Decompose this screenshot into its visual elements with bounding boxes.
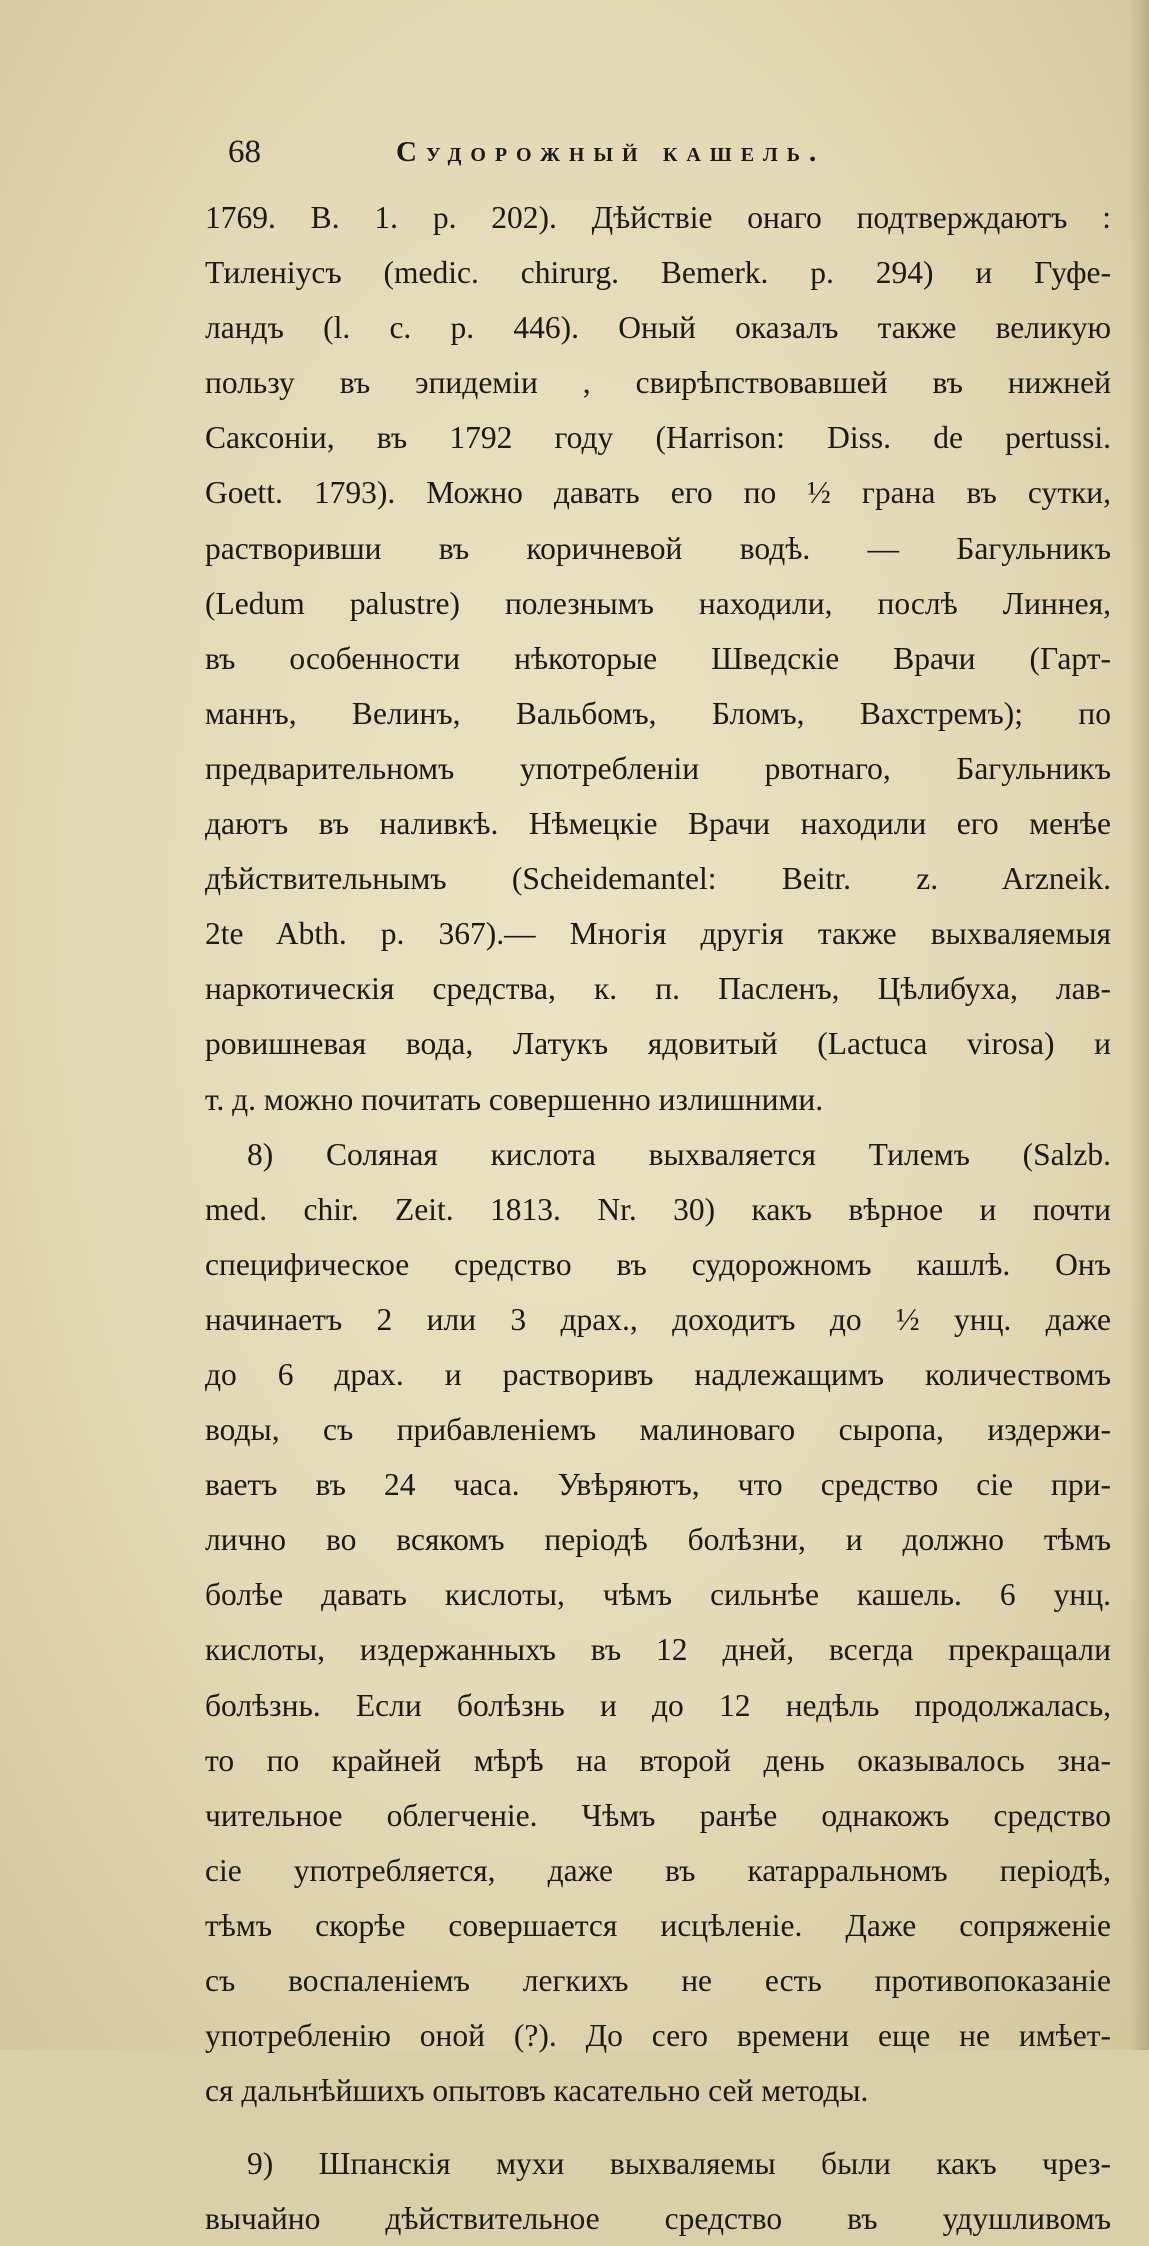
text-line: маннъ, Велинъ, Вальбомъ, Бломъ, Вахстремъ); по [205, 695, 1111, 731]
text-line: тѣмъ скорѣе совершается исцѣленіе. Даже сопряженіе [205, 1907, 1111, 1943]
text-line: до 6 драх. и растворивъ надлежащимъ количествомъ [205, 1356, 1111, 1392]
paragraph-gap [205, 2118, 1111, 2136]
text-line: кислоты, издержанныхъ въ 12 дней, всегда прекращали [205, 1632, 1111, 1668]
text-line: въ особенности нѣкоторые Шведскіе Врачи (Гарт- [205, 640, 1111, 676]
page-edge-shadow [1129, 0, 1149, 2050]
text-line: Саксоніи, въ 1792 году (Harrison: Diss. de pertussi. [205, 420, 1111, 456]
text-line: Goett. 1793). Можно давать его по ½ грана въ сутки, [205, 475, 1111, 511]
text-line: растворивши въ коричневой водѣ. — Багульникъ [205, 530, 1111, 566]
text-line: Тиленіусъ (medic. chirurg. Bemerk. p. 294) и Гуфе- [205, 255, 1111, 291]
text-line: лично во всякомъ періодѣ болѣзни, и должно тѣмъ [205, 1522, 1111, 1558]
text-line: болѣе давать кислоты, чѣмъ сильнѣе кашель. 6 унц. [205, 1577, 1111, 1613]
text-line: съ воспаленіемъ легкихъ не есть противопоказаніе [205, 1963, 1111, 1998]
paragraph-start-line: 9) Шпанскія мухи выхваляемы были какъ чрез- [247, 2146, 1111, 2182]
text-line: ваетъ въ 24 часа. Увѣряютъ, что средство сіе при- [205, 1467, 1111, 1503]
text-line: то по крайней мѣрѣ на второй день оказывалось зна- [205, 1742, 1111, 1778]
text-line: 1769. B. 1. p. 202). Дѣйствіе онаго подтверждаютъ : [205, 200, 1111, 235]
text-line: (Ledum palustre) полезнымъ находили, послѣ Линнея, [205, 585, 1111, 621]
body-text [205, 190, 1111, 2246]
text-line: ровишневая вода, Латукъ ядовитый (Lactuca virosa) и [205, 1026, 1111, 1062]
text-line: воды, съ прибавленіемъ малиноваго сыропа, издержи- [205, 1412, 1111, 1448]
running-title: Судорожный кашель. [396, 136, 826, 168]
text-line: вычайно дѣйствительное средство въ удушливомъ [205, 2201, 1111, 2237]
text-line: дѣйствительнымъ (Scheidemantel: Beitr. z. Arzneik. [205, 861, 1111, 897]
text-line: 2te Abth. p. 367).— Многія другія также выхваляемыя [205, 916, 1111, 952]
text-line: med. chir. Zeit. 1813. Nr. 30) какъ вѣрное и почти [205, 1191, 1111, 1227]
text-line: употребленію оной (?). До сего времени еще не имѣет- [205, 2018, 1111, 2054]
text-line: чительное облегченіе. Чѣмъ ранѣе однакожъ средство [205, 1797, 1111, 1833]
text-line: болѣзнь. Если болѣзнь и до 12 недѣль продолжалась, [205, 1687, 1111, 1723]
text-line: ландъ (l. c. p. 446). Оный оказалъ также великую [205, 310, 1111, 346]
text-line: пользу въ эпидеміи , свирѣпствовавшей въ нижней [205, 365, 1111, 401]
page-number: 68 [228, 134, 261, 170]
text-line: т. д. можно почитать совершенно излишними. [205, 1081, 824, 1117]
text-line: предварительномъ употребленіи рвотнаго, Багульникъ [205, 750, 1111, 786]
text-line: даютъ въ наливкѣ. Нѣмецкіе Врачи находили его менѣе [205, 806, 1111, 842]
text-line: наркотическія средства, к. п. Пасленъ, Цѣлибуха, лав- [205, 971, 1111, 1007]
text-line: сіе употребляется, даже въ катарральномъ періодѣ, [205, 1852, 1111, 1888]
text-line: специфическое средство въ судорожномъ кашлѣ. Онъ [205, 1246, 1111, 1282]
text-line: начинаетъ 2 или 3 драх., доходитъ до ½ унц. даже [205, 1301, 1111, 1337]
page-header [228, 134, 928, 182]
paragraph-start-line: 8) Соляная кислота выхваляется Тилемъ (Salzb. [247, 1136, 1111, 1172]
text-line: ся дальнѣйшихъ опытовъ касательно сей методы. [205, 2073, 869, 2109]
